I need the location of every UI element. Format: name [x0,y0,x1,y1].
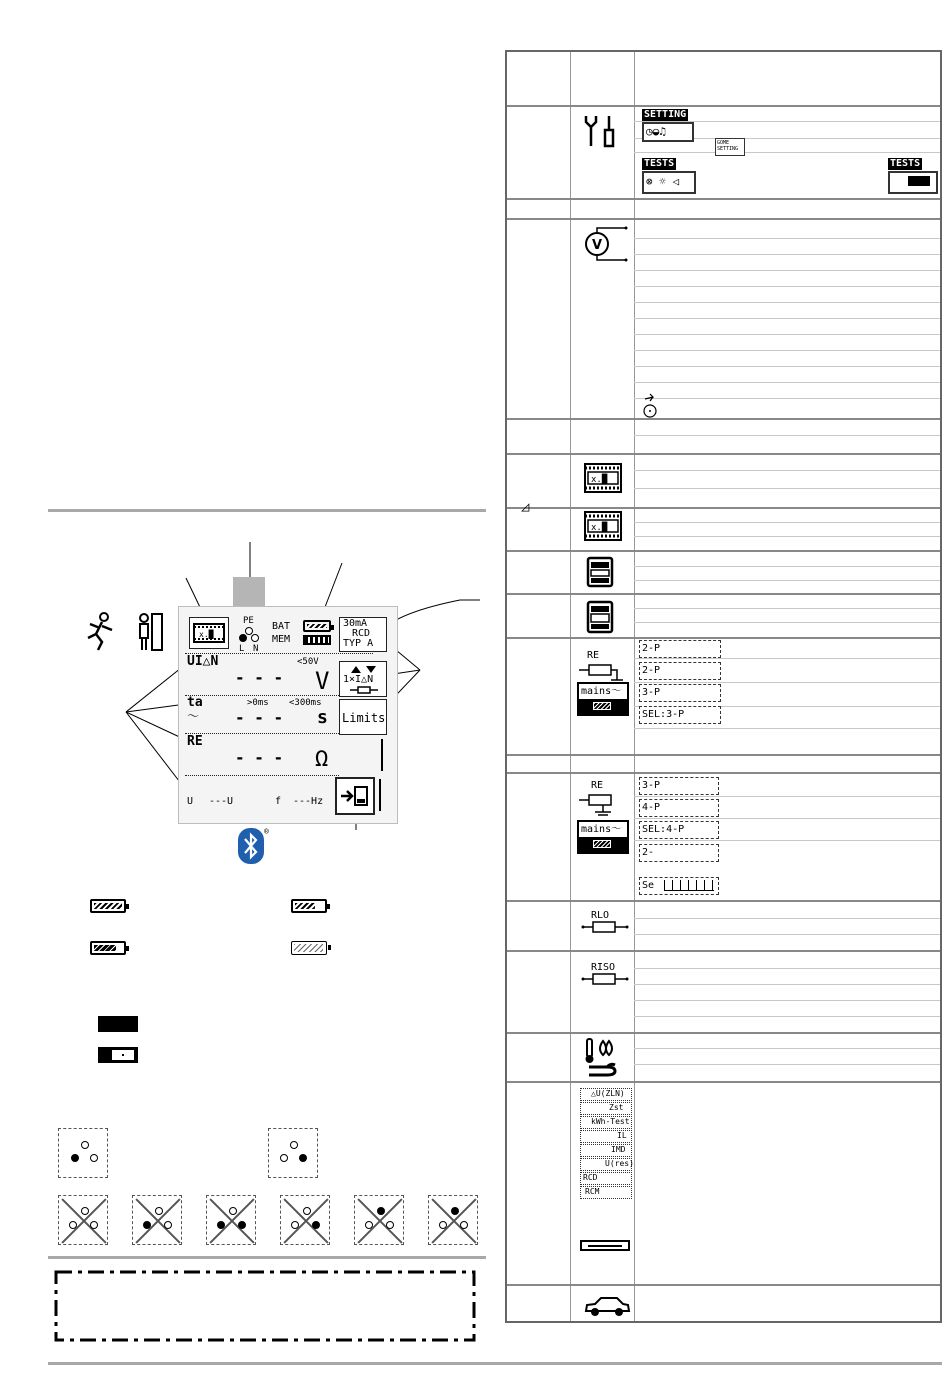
socket-state-ok-right [268,1128,318,1178]
re-test-4p-label: 4-P [642,802,661,813]
earth-resistor-icon-2 [577,790,629,816]
re-test-2p-b-label: 2-P [642,665,661,676]
rcd-meter-icon-1 [584,463,622,493]
func-zst-label: Zst [609,1103,624,1112]
memory-full-icon [98,1016,138,1032]
voltmeter-icon [583,224,631,264]
angle-symbol: ◿ [521,499,530,515]
table-col-divider-2 [634,52,635,1321]
func-rcd [580,1172,632,1185]
rcd-test-icon-box [189,617,229,649]
battery-three-quarter-icon [291,899,327,913]
mains-label-2: mains～ [581,824,622,835]
rlo-label: RLO [591,910,610,921]
mains-box-1 [577,682,629,716]
bat-label: BAT [272,621,291,632]
footer-f-label: f [275,796,282,807]
memory-icon [303,635,331,645]
func-rcd-label: RCD [583,1173,598,1182]
limits-label: Limits [342,711,386,725]
battery-half-icon [90,941,126,955]
re-symbol-label-1: RE [587,650,600,661]
setting-tag: SETTING [644,109,687,120]
ta-label: ta [187,695,203,710]
svg-text:x.█: x.█ [591,475,608,485]
rlo-resistor-icon [581,920,629,934]
re-unit: Ω [315,747,329,772]
svg-text:x.█: x.█ [199,630,214,639]
rcd-meter-icon-2 [584,511,622,541]
func-delta-u [580,1088,632,1101]
re-test-2p-b [639,662,721,680]
socket-state-error-3 [206,1195,256,1245]
lcd-divider-2 [185,695,339,696]
mem-label: MEM [272,634,291,645]
u-unit: V [315,667,330,695]
setting-symbols: ◷◒♫ [646,125,666,138]
func-u-res-label: U(res) [605,1159,634,1168]
store-arrow-icon [339,785,371,807]
l-contact-dot [239,634,247,642]
pe-label: PE [243,616,254,626]
thermometer-clamp-icon [583,1037,627,1077]
l-label: L [239,644,245,654]
func-delta-u-label: △U(ZLN) [591,1089,625,1098]
ta-unit: s [317,707,328,728]
riso-resistor-icon [581,972,629,986]
tests-battery-icon [908,176,930,186]
lcd-display [178,606,398,824]
ta-value: - - - [235,708,284,727]
re-test-2p-a [639,640,721,658]
mains-label-1: mains～ [581,686,622,697]
func-rcm [580,1186,632,1199]
gome-setting-icon [715,138,745,156]
func-kwh-test-label: kWh-Test [591,1117,630,1126]
re-symbol-label-2: RE [591,780,604,791]
func-imd-label: IMD [611,1145,626,1154]
ta-max: <300ms [289,698,322,708]
multiplier-button[interactable] [339,661,387,697]
gome-setting-label: GOME SETTING [717,140,739,152]
re-test-3p-label: 3-P [642,687,661,698]
n-contact-dot [251,634,259,642]
re-test-3p [639,684,721,702]
riso-label: RISO [591,962,616,973]
func-u-res [580,1158,632,1171]
func-zst [580,1102,632,1115]
symbol-table [505,50,942,1323]
rotation-arrow-icon [643,393,657,419]
footer-u-label: U [187,796,194,807]
footer-f-value: ---Hz [293,796,324,807]
limits-button[interactable] [339,699,387,735]
ta-min: >0ms [247,698,269,708]
running-person-icon [84,612,118,652]
u-label: UI△N [187,654,219,669]
re-test-3p-b-label: 3-P [642,780,661,791]
setting-symbols-box [642,122,694,142]
n-label: N [253,644,259,654]
re-test-2clamp-label: 2- [642,847,655,858]
re-test-sel3p [639,706,721,724]
func-il [580,1130,632,1143]
socket-state-error-4 [280,1195,330,1245]
car-charging-box [580,1240,630,1251]
memory-partial-icon [98,1047,138,1063]
rcd-type-box[interactable] [339,617,387,652]
scroll-indicator[interactable] [381,739,383,771]
table-col-divider-1 [570,52,571,1321]
battery-low-icon [291,941,327,955]
device-icon-1 [586,556,614,588]
rcd-current: 30mA [343,618,368,629]
registered-mark: ® [264,827,269,836]
tests-symbols: ⊗ ☼ ◁ [646,175,680,188]
footer-bracket [379,779,381,811]
electric-car-icon [583,1295,631,1319]
func-kwh-test [580,1116,632,1129]
bluetooth-icon [238,828,264,864]
re-test-3p-b [639,777,719,795]
socket-state-error-5 [354,1195,404,1245]
tests-symbols-box [642,171,696,194]
mains-box-2 [577,820,629,854]
func-imd [580,1144,632,1157]
soil-resistivity-label: Se [642,880,655,891]
u-limit: <50V [297,657,319,667]
func-il-label: IL [617,1131,627,1140]
re-test-sel4p [639,821,719,839]
person-at-door-icon [134,612,164,652]
rcd-meter-icon [193,623,225,643]
ta-wave: ～ [187,709,200,723]
svg-text:x.█: x.█ [591,523,608,533]
tests-tag-right: TESTS [890,158,921,169]
save-to-memory-button[interactable] [335,777,375,815]
triangle-up-down-icon [348,664,378,674]
svg-text:V: V [592,238,603,253]
earth-resistor-icon-1 [577,660,629,682]
socket-state-error-1 [58,1195,108,1245]
soil-resistivity-box [639,877,719,895]
device-icon-2 [586,600,614,634]
re-test-sel3p-label: SEL:3-P [642,709,685,720]
lcd-battery-icon [303,620,331,632]
wrench-screwdriver-icon [583,114,619,148]
func-rcm-label: RCM [585,1187,600,1196]
rcd-label: RCD [352,628,371,639]
lcd-divider-3 [185,733,339,734]
socket-state-ok-left [58,1128,108,1178]
re-test-sel4p-label: SEL:4-P [642,824,685,835]
socket-state-error-2 [132,1195,182,1245]
multiplier-label: 1×I△N [343,674,374,685]
socket-state-error-6 [428,1195,478,1245]
rcd-type: TYP A [343,638,374,649]
tests-tag-left: TESTS [644,158,675,169]
lcd-divider-4 [185,775,339,776]
re-value: - - - [235,748,284,767]
u-value: - - - [235,668,284,687]
re-test-2p-a-label: 2-P [642,643,661,654]
re-label: RE [187,734,203,749]
re-test-2clamp [639,844,719,862]
battery-full-icon [90,899,126,913]
tests-battery-box [888,171,938,194]
grey-marker-square [233,577,265,609]
probe-icon [350,686,378,694]
dash-dot-frame [54,1270,476,1342]
footer-u-value: ---U [209,796,234,807]
re-test-4p [639,799,719,817]
